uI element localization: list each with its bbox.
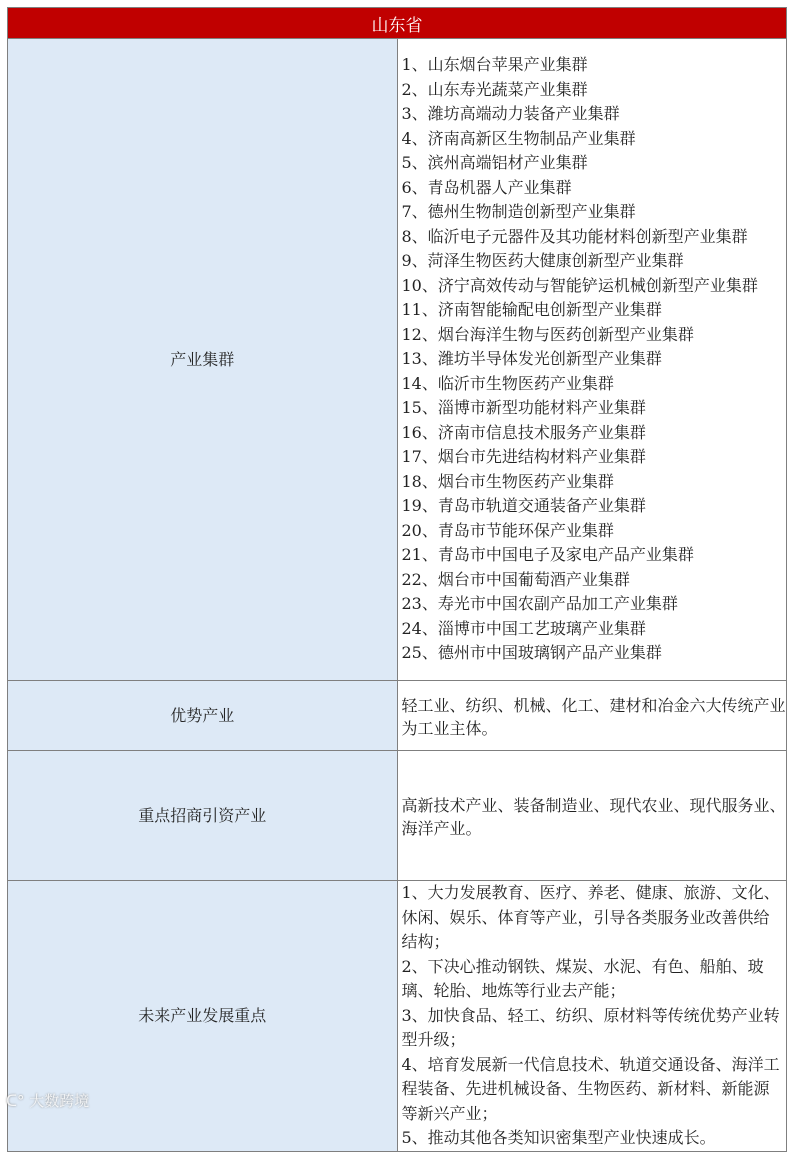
- cluster-list-item: 6、青岛机器人产业集群: [401, 177, 572, 197]
- row-label-future-focus: 未来产业发展重点: [8, 881, 398, 1152]
- cluster-list-item: 15、淄博市新型功能材料产业集群: [401, 398, 646, 418]
- future-focus-item: 1、大力发展教育、医疗、养老、健康、旅游、文化、休闲、娱乐、体育等产业，引导各类服务业改善供给结构；: [401, 883, 780, 951]
- cluster-list-item: 2、山东寿光蔬菜产业集群: [401, 79, 588, 99]
- future-focus-list: [397, 881, 787, 1152]
- row-label-investment-industries: 重点招商引资产业: [8, 751, 398, 881]
- cluster-list-item: 13、潍坊半导体发光创新型产业集群: [401, 349, 662, 369]
- table-title: 山东省: [8, 8, 787, 39]
- row-label-advantage-industries: 优势产业: [8, 681, 398, 751]
- watermark-logo: ᑕ° 大数跨境: [6, 1092, 90, 1110]
- cluster-list-item: 17、烟台市先进结构材料产业集群: [401, 447, 646, 467]
- cluster-list-item: 7、德州生物制造创新型产业集群: [401, 202, 636, 222]
- cluster-list-item: 8、临沂电子元器件及其功能材料创新型产业集群: [401, 226, 748, 246]
- cluster-list-item: 4、济南高新区生物制品产业集群: [401, 128, 636, 148]
- future-focus-item: 5、推动其他各类知识密集型产业快速成长。: [401, 1128, 716, 1147]
- industry-cluster-list: [397, 39, 787, 681]
- cluster-list-item: 16、济南市信息技术服务产业集群: [401, 422, 646, 442]
- cluster-list-item: 23、寿光市中国农副产品加工产业集群: [401, 594, 678, 614]
- cluster-list-item: 24、淄博市中国工艺玻璃产业集群: [401, 618, 646, 638]
- advantage-industries-text: 轻工业、纺织、机械、化工、建材和冶金六大传统产业为工业主体。: [397, 681, 787, 751]
- cluster-list-item: 10、济宁高效传动与智能铲运机械创新型产业集群: [401, 275, 758, 295]
- future-focus-item: 3、加快食品、轻工、纺织、原材料等传统优势产业转型升级；: [401, 1005, 780, 1049]
- cluster-list-item: 21、青岛市中国电子及家电产品产业集群: [401, 545, 694, 565]
- future-focus-item: 2、下决心推动钢铁、煤炭、水泥、有色、船舶、玻璃、轮胎、地炼等行业去产能；: [401, 956, 764, 1000]
- cluster-list-item: 11、济南智能输配电创新型产业集群: [401, 300, 662, 320]
- cluster-list-item: 14、临沂市生物医药产业集群: [401, 373, 614, 393]
- cluster-list-item: 5、滨州高端铝材产业集群: [401, 153, 588, 173]
- watermark-text: 大数跨境: [29, 1092, 90, 1110]
- cluster-list-item: 9、菏泽生物医药大健康创新型产业集群: [401, 251, 684, 271]
- cluster-list-item: 12、烟台海洋生物与医药创新型产业集群: [401, 324, 694, 344]
- cluster-list-item: 22、烟台市中国葡萄酒产业集群: [401, 569, 630, 589]
- cluster-list-item: 25、德州市中国玻璃钢产品产业集群: [401, 643, 662, 663]
- row-label-industry-clusters: 产业集群: [8, 39, 398, 681]
- cluster-list-item: 1、山东烟台苹果产业集群: [401, 55, 588, 75]
- province-industry-table: [7, 7, 787, 1152]
- investment-industries-text: 高新技术产业、装备制造业、现代农业、现代服务业、海洋产业。: [397, 751, 787, 881]
- cluster-list-item: 20、青岛市节能环保产业集群: [401, 520, 614, 540]
- future-focus-item: 4、培育发展新一代信息技术、轨道交通设备、海洋工程装备、先进机械设备、生物医药、新材料、新能源等新兴产业；: [401, 1054, 780, 1123]
- cluster-list-item: 19、青岛市轨道交通装备产业集群: [401, 496, 646, 516]
- cluster-list-item: 3、潍坊高端动力装备产业集群: [401, 104, 620, 124]
- cluster-list-item: 18、烟台市生物医药产业集群: [401, 471, 614, 491]
